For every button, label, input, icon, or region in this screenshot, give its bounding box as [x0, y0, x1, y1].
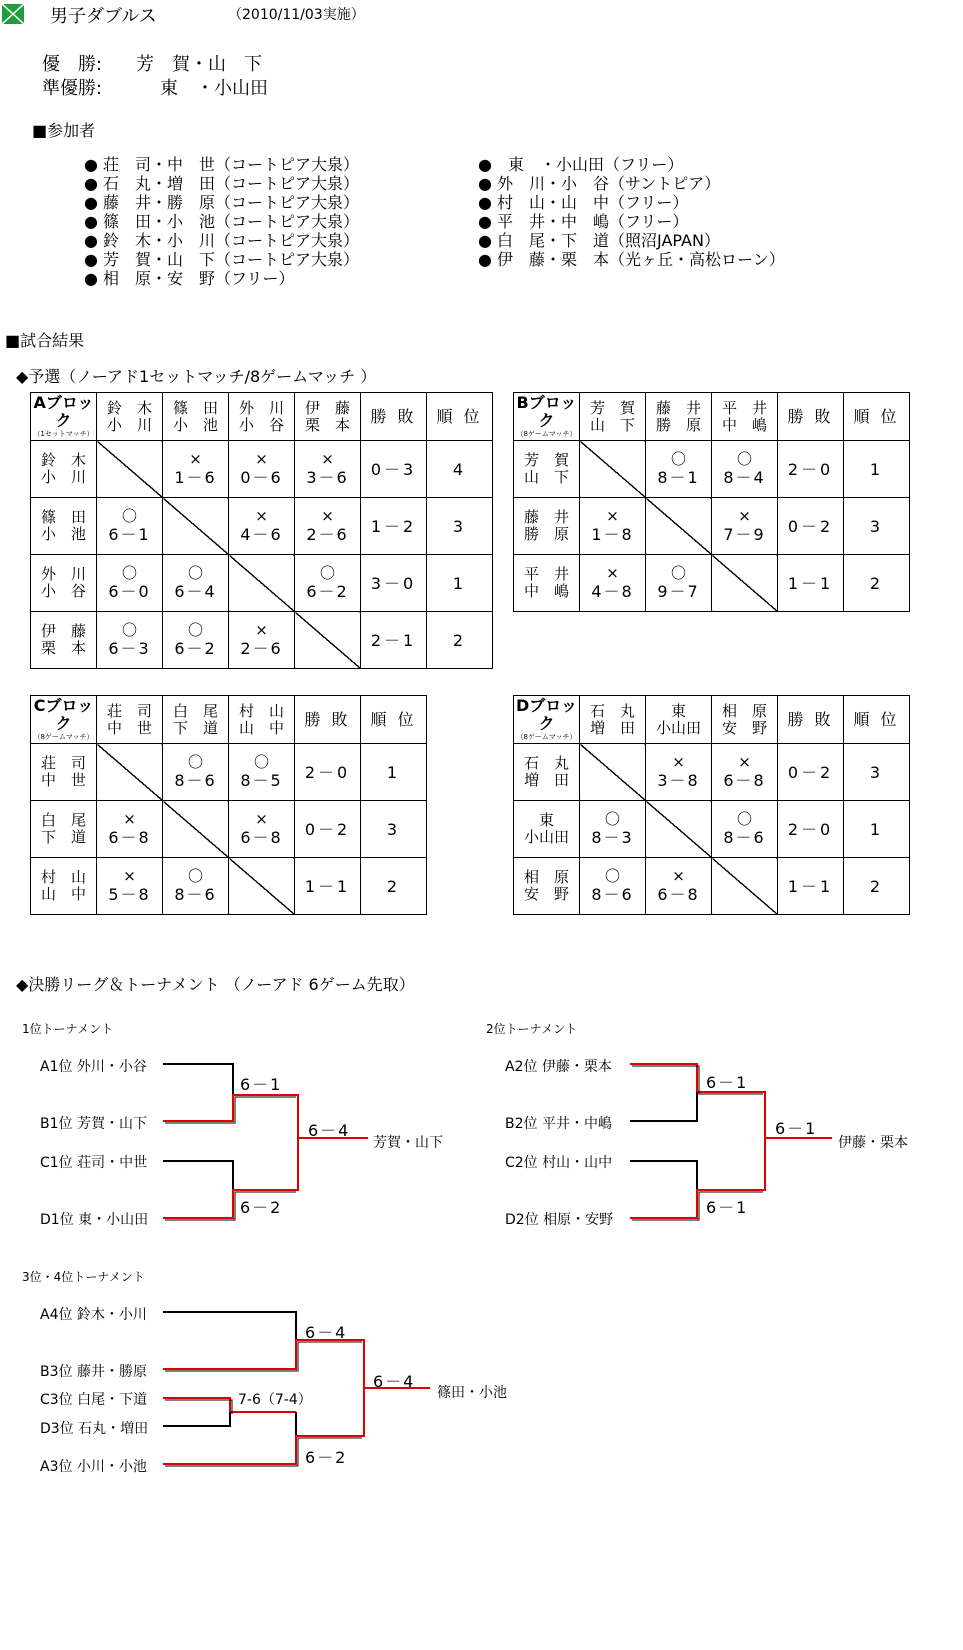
- loss-mark: ×: [738, 753, 751, 771]
- rank-value: 3: [361, 801, 427, 858]
- match-score: 9－7: [657, 582, 700, 601]
- team-member-name: 芳 賀: [589, 398, 635, 417]
- logo-icon: [2, 4, 24, 24]
- table-row: [514, 498, 910, 555]
- loss-mark: ×: [672, 753, 685, 771]
- team-member-name: 栗 本: [40, 639, 86, 657]
- match-score: 8－3: [591, 828, 634, 847]
- table-row: [514, 555, 910, 612]
- match-result-cell: [229, 498, 295, 555]
- row-team-header: [514, 555, 580, 612]
- rank-value: 1: [844, 441, 910, 498]
- self-match-cell: [229, 858, 295, 915]
- team-member-name: 安 野: [523, 885, 569, 903]
- team-member-name: 藤 井: [655, 398, 701, 417]
- match-score: 8－1: [657, 468, 700, 487]
- block-label-cell: [31, 393, 97, 441]
- win-mark: 〇: [736, 810, 752, 828]
- row-team-header: [31, 801, 97, 858]
- self-match-cell: [712, 555, 778, 612]
- win-loss-record: 0－2: [295, 801, 361, 858]
- loss-mark: ×: [606, 507, 619, 525]
- row-team-header: [514, 858, 580, 915]
- self-match-cell: [646, 498, 712, 555]
- win-loss-record: 0－2: [778, 498, 844, 555]
- match-score: 8－5: [240, 771, 283, 790]
- match-result-cell: [163, 858, 229, 915]
- column-team-header: [229, 696, 295, 744]
- win-mark: 〇: [670, 450, 686, 468]
- win-mark: 〇: [121, 507, 137, 525]
- team-member-name: 平 井: [523, 565, 569, 583]
- t3-player-b3: B3位 藤井・勝原: [40, 1364, 147, 1380]
- win-mark: 〇: [736, 450, 752, 468]
- rank-value: 1: [427, 555, 493, 612]
- match-result-cell: [295, 498, 361, 555]
- self-match-cell: [163, 801, 229, 858]
- win-loss-record: 2－0: [778, 801, 844, 858]
- match-result-cell: [580, 801, 646, 858]
- team-member-name: 鈴 木: [106, 398, 152, 417]
- team-member-name: 村 山: [238, 701, 284, 720]
- match-result-cell: [97, 498, 163, 555]
- match-result-cell: [229, 801, 295, 858]
- team-member-name: 荘 司: [106, 701, 152, 720]
- block-format: （8ゲームマッチ）: [516, 430, 577, 438]
- team-member-name: 荘 司: [40, 754, 86, 772]
- rank-header: 順 位: [361, 696, 427, 744]
- self-match-cell: [97, 744, 163, 801]
- t2-winner: 伊藤・栗本: [838, 1135, 908, 1151]
- match-score: 3－6: [306, 468, 349, 487]
- win-mark: 〇: [121, 621, 137, 639]
- match-score: 8－6: [174, 771, 217, 790]
- participants-heading: ■参加者: [32, 121, 96, 140]
- column-team-header: [580, 696, 646, 744]
- event-date: （2010/11/03実施）: [228, 7, 365, 23]
- participant-entry: ● 石 丸・増 田（コートピア大泉）: [84, 174, 360, 193]
- self-match-cell: [163, 498, 229, 555]
- team-member-name: 安 野: [721, 718, 767, 737]
- team-member-name: 中 嶋: [523, 582, 569, 600]
- block-format: （1セットマッチ）: [33, 430, 94, 438]
- match-result-cell: [712, 441, 778, 498]
- loss-mark: ×: [738, 507, 751, 525]
- rank-value: 4: [427, 441, 493, 498]
- match-result-cell: [646, 744, 712, 801]
- participant-entry: ● 外 川・小 谷（サントピア）: [478, 174, 721, 193]
- rank-value: 3: [427, 498, 493, 555]
- team-member-name: 外 川: [238, 398, 284, 417]
- win-loss-record: 1－1: [778, 858, 844, 915]
- t3-player-c3: C3位 白尾・下道: [40, 1392, 148, 1408]
- t2-score-semi1: 6－1: [706, 1073, 749, 1092]
- win-mark: 〇: [187, 564, 203, 582]
- results-heading: ■試合結果: [5, 331, 85, 350]
- match-result-cell: [712, 744, 778, 801]
- block-label-cell: [514, 393, 580, 441]
- match-result-cell: [163, 744, 229, 801]
- team-member-name: 小 谷: [40, 582, 86, 600]
- block-label: Cブロック: [33, 696, 94, 733]
- team-member-name: 平 井: [721, 398, 767, 417]
- match-score: 6－8: [240, 828, 283, 847]
- rank-header: 順 位: [427, 393, 493, 441]
- column-team-header: [295, 393, 361, 441]
- win-loss-record: 2－0: [295, 744, 361, 801]
- t1-winner: 芳賀・山下: [373, 1135, 443, 1151]
- team-member-name: 白 尾: [40, 811, 86, 829]
- win-loss-header: 勝 敗: [778, 696, 844, 744]
- match-result-cell: [295, 555, 361, 612]
- team-member-name: 山 下: [523, 468, 569, 486]
- match-result-cell: [712, 801, 778, 858]
- team-member-name: 藤 井: [523, 508, 569, 526]
- column-team-header: [97, 696, 163, 744]
- table-row: [514, 744, 910, 801]
- rank-value: 2: [361, 858, 427, 915]
- t1-player-c1: C1位 荘司・中世: [40, 1155, 148, 1171]
- team-member-name: 相 原: [721, 701, 767, 720]
- loss-mark: ×: [255, 450, 268, 468]
- team-member-name: 石 丸: [523, 754, 569, 772]
- prelim-heading: ◆予選（ノーアド1セットマッチ/8ゲームマッチ ）: [16, 367, 377, 386]
- team-member-name: 中 嶋: [721, 415, 767, 434]
- team-member-name: 勝 原: [523, 525, 569, 543]
- tournament-2-title: 2位トーナメント: [486, 1022, 578, 1036]
- t1-player-a1: A1位 外川・小谷: [40, 1059, 147, 1075]
- loss-mark: ×: [189, 450, 202, 468]
- team-member-name: 小 川: [40, 468, 86, 486]
- self-match-cell: [97, 441, 163, 498]
- win-mark: 〇: [121, 564, 137, 582]
- match-result-cell: [163, 441, 229, 498]
- participant-entry: ● 荘 司・中 世（コートピア大泉）: [84, 155, 360, 174]
- match-result-cell: [580, 555, 646, 612]
- winner-label: 優 勝:: [42, 54, 103, 75]
- team-member-name: 増 田: [523, 771, 569, 789]
- match-result-cell: [229, 744, 295, 801]
- loss-mark: ×: [672, 867, 685, 885]
- team-member-name: 石 丸: [589, 701, 635, 720]
- t3-player-a4: A4位 鈴木・小川: [40, 1307, 147, 1323]
- row-team-header: [31, 744, 97, 801]
- tournament-3-title: 3位・4位トーナメント: [22, 1270, 145, 1284]
- rank-header: 順 位: [844, 696, 910, 744]
- table-row: [31, 498, 493, 555]
- match-score: 1－8: [591, 525, 634, 544]
- rank-value: 1: [844, 801, 910, 858]
- t3-score-semi1: 6－4: [305, 1323, 348, 1342]
- runner-up-label: 準優勝:: [42, 78, 103, 99]
- team-member-name: 山 中: [238, 718, 284, 737]
- participant-entry: ● 相 原・安 野（フリー）: [84, 269, 295, 288]
- participant-entry: ● 芳 賀・山 下（コートピア大泉）: [84, 250, 360, 269]
- participant-entry: ● 平 井・中 嶋（フリー）: [478, 212, 689, 231]
- block-label: Bブロック: [516, 393, 577, 430]
- row-team-header: [31, 555, 97, 612]
- match-score: 6－8: [723, 771, 766, 790]
- participant-entry: ● 藤 井・勝 原（コートピア大泉）: [84, 193, 360, 212]
- team-member-name: 小 谷: [238, 415, 284, 434]
- win-mark: 〇: [187, 867, 203, 885]
- match-result-cell: [97, 858, 163, 915]
- team-member-name: 山 下: [589, 415, 635, 434]
- match-score: 8－6: [174, 885, 217, 904]
- self-match-cell: [712, 858, 778, 915]
- t2-player-d2: D2位 相原・安野: [505, 1212, 614, 1228]
- participant-entry: ● 篠 田・小 池（コートピア大泉）: [84, 212, 360, 231]
- win-mark: 〇: [253, 753, 269, 771]
- block-label: Aブロック: [33, 393, 94, 430]
- block-a-table: [30, 392, 493, 669]
- block-c-table: [30, 695, 427, 915]
- team-member-name: 小 池: [172, 415, 218, 434]
- t3-player-a3: A3位 小川・小池: [40, 1459, 147, 1475]
- column-team-header: [229, 393, 295, 441]
- participant-entry: ● 東 ・小山田（フリー）: [478, 155, 684, 174]
- win-loss-header: 勝 敗: [361, 393, 427, 441]
- team-member-name: 小 池: [40, 525, 86, 543]
- match-result-cell: [712, 498, 778, 555]
- column-team-header: [712, 696, 778, 744]
- match-result-cell: [580, 498, 646, 555]
- match-result-cell: [295, 441, 361, 498]
- row-team-header: [31, 858, 97, 915]
- match-score: 2－6: [306, 525, 349, 544]
- team-member-name: 山 中: [40, 885, 86, 903]
- win-mark: 〇: [604, 867, 620, 885]
- t1-player-b1: B1位 芳賀・山下: [40, 1116, 147, 1132]
- participant-entry: ● 鈴 木・小 川（コートピア大泉）: [84, 231, 360, 250]
- t3-score-qf: 7-6（7-4）: [238, 1392, 312, 1408]
- win-mark: 〇: [187, 753, 203, 771]
- row-team-header: [31, 498, 97, 555]
- match-score: 6－4: [174, 582, 217, 601]
- match-result-cell: [163, 612, 229, 669]
- t3-winner: 篠田・小池: [437, 1385, 507, 1401]
- match-result-cell: [229, 441, 295, 498]
- row-team-header: [514, 744, 580, 801]
- team-member-name: 伊 藤: [40, 622, 86, 640]
- column-team-header: [646, 393, 712, 441]
- match-score: 6－8: [657, 885, 700, 904]
- column-team-header: [97, 393, 163, 441]
- win-loss-record: 1－2: [361, 498, 427, 555]
- runner-up-name: 東 ・小山田: [160, 78, 268, 99]
- team-member-name: 勝 原: [655, 415, 701, 434]
- t2-player-b2: B2位 平井・中嶋: [505, 1116, 612, 1132]
- rank-value: 3: [844, 498, 910, 555]
- column-team-header: [646, 696, 712, 744]
- team-member-name: 東: [538, 811, 554, 829]
- match-result-cell: [97, 801, 163, 858]
- table-row: [514, 801, 910, 858]
- team-member-name: 中 世: [40, 771, 86, 789]
- match-score: 8－6: [723, 828, 766, 847]
- team-member-name: 相 原: [523, 868, 569, 886]
- win-loss-record: 0－2: [778, 744, 844, 801]
- block-label-cell: [31, 696, 97, 744]
- loss-mark: ×: [123, 867, 136, 885]
- match-score: 4－6: [240, 525, 283, 544]
- win-mark: 〇: [187, 621, 203, 639]
- final-heading: ◆決勝リーグ＆トーナメント （ノーアド 6ゲーム先取）: [16, 975, 415, 994]
- match-result-cell: [646, 441, 712, 498]
- row-team-header: [514, 441, 580, 498]
- block-b-table: [513, 392, 910, 612]
- team-member-name: 篠 田: [172, 398, 218, 417]
- table-row: [31, 612, 493, 669]
- match-result-cell: [646, 555, 712, 612]
- t3-player-d3: D3位 石丸・増田: [40, 1421, 149, 1437]
- match-score: 6－0: [108, 582, 151, 601]
- team-member-name: 東: [670, 701, 686, 720]
- win-loss-record: 2－1: [361, 612, 427, 669]
- win-mark: 〇: [670, 564, 686, 582]
- block-format: （8ゲームマッチ）: [516, 733, 577, 741]
- team-member-name: 小 川: [106, 415, 152, 434]
- t2-player-a2: A2位 伊藤・栗本: [505, 1059, 612, 1075]
- block-d-table: [513, 695, 910, 915]
- team-member-name: 小山田: [523, 828, 569, 846]
- team-member-name: 村 山: [40, 868, 86, 886]
- rank-header: 順 位: [844, 393, 910, 441]
- participant-entry: ● 白 尾・下 道（照沼JAPAN）: [478, 231, 720, 250]
- self-match-cell: [646, 801, 712, 858]
- rank-value: 1: [361, 744, 427, 801]
- column-team-header: [580, 393, 646, 441]
- table-row: [514, 858, 910, 915]
- team-member-name: 下 道: [172, 718, 218, 737]
- win-loss-record: 0－3: [361, 441, 427, 498]
- team-member-name: 篠 田: [40, 508, 86, 526]
- loss-mark: ×: [321, 507, 334, 525]
- row-team-header: [514, 801, 580, 858]
- team-member-name: 下 道: [40, 828, 86, 846]
- t3-score-final: 6－4: [373, 1372, 416, 1391]
- match-score: 2－6: [240, 639, 283, 658]
- rank-value: 3: [844, 744, 910, 801]
- loss-mark: ×: [606, 564, 619, 582]
- loss-mark: ×: [255, 810, 268, 828]
- table-row: [31, 801, 427, 858]
- match-score: 6－1: [108, 525, 151, 544]
- t1-player-d1: D1位 東・小山田: [40, 1212, 149, 1228]
- t1-score-semi2: 6－2: [240, 1198, 283, 1217]
- self-match-cell: [580, 744, 646, 801]
- win-loss-record: 2－0: [778, 441, 844, 498]
- team-member-name: 芳 賀: [523, 451, 569, 469]
- t1-score-final: 6－4: [308, 1121, 351, 1140]
- rank-value: 2: [844, 858, 910, 915]
- participant-entry: ● 村 山・山 中（フリー）: [478, 193, 689, 212]
- match-score: 0－6: [240, 468, 283, 487]
- table-row: [514, 441, 910, 498]
- tournament-1-title: 1位トーナメント: [22, 1022, 114, 1036]
- team-member-name: 増 田: [589, 718, 635, 737]
- row-team-header: [31, 441, 97, 498]
- match-score: 6－2: [306, 582, 349, 601]
- win-mark: 〇: [319, 564, 335, 582]
- match-score: 8－6: [591, 885, 634, 904]
- rank-value: 2: [844, 555, 910, 612]
- page-title: 男子ダブルス: [50, 6, 157, 27]
- match-result-cell: [163, 555, 229, 612]
- win-loss-record: 1－1: [778, 555, 844, 612]
- match-score: 6－8: [108, 828, 151, 847]
- loss-mark: ×: [255, 621, 268, 639]
- participant-entry: ● 伊 藤・栗 本（光ヶ丘・高松ローン）: [478, 250, 785, 269]
- match-score: 3－8: [657, 771, 700, 790]
- t3-score-semi2: 6－2: [305, 1448, 348, 1467]
- loss-mark: ×: [255, 507, 268, 525]
- win-loss-record: 1－1: [295, 858, 361, 915]
- match-score: 7－9: [723, 525, 766, 544]
- table-row: [31, 858, 427, 915]
- block-label-cell: [514, 696, 580, 744]
- match-score: 6－3: [108, 639, 151, 658]
- team-member-name: 白 尾: [172, 701, 218, 720]
- table-row: [31, 744, 427, 801]
- win-loss-header: 勝 敗: [295, 696, 361, 744]
- self-match-cell: [229, 555, 295, 612]
- match-score: 8－4: [723, 468, 766, 487]
- team-member-name: 中 世: [106, 718, 152, 737]
- self-match-cell: [580, 441, 646, 498]
- match-score: 4－8: [591, 582, 634, 601]
- match-result-cell: [229, 612, 295, 669]
- column-team-header: [163, 393, 229, 441]
- t2-player-c2: C2位 村山・山中: [505, 1155, 613, 1171]
- loss-mark: ×: [321, 450, 334, 468]
- row-team-header: [514, 498, 580, 555]
- team-member-name: 伊 藤: [304, 398, 350, 417]
- t1-score-semi1: 6－1: [240, 1075, 283, 1094]
- t2-score-semi2: 6－1: [706, 1198, 749, 1217]
- column-team-header: [712, 393, 778, 441]
- win-loss-record: 3－0: [361, 555, 427, 612]
- match-result-cell: [97, 612, 163, 669]
- win-mark: 〇: [604, 810, 620, 828]
- table-row: [31, 555, 493, 612]
- rank-value: 2: [427, 612, 493, 669]
- row-team-header: [31, 612, 97, 669]
- match-score: 5－8: [108, 885, 151, 904]
- match-score: 1－6: [174, 468, 217, 487]
- table-row: [31, 441, 493, 498]
- match-score: 6－2: [174, 639, 217, 658]
- self-match-cell: [295, 612, 361, 669]
- block-label: Dブロック: [516, 696, 577, 733]
- winner-name: 芳 賀・山 下: [136, 54, 262, 75]
- match-result-cell: [646, 858, 712, 915]
- column-team-header: [163, 696, 229, 744]
- match-result-cell: [97, 555, 163, 612]
- team-member-name: 鈴 木: [40, 451, 86, 469]
- team-member-name: 栗 本: [304, 415, 350, 434]
- match-result-cell: [580, 858, 646, 915]
- team-member-name: 小山田: [655, 718, 701, 737]
- block-format: （8ゲームマッチ）: [33, 733, 94, 741]
- win-loss-header: 勝 敗: [778, 393, 844, 441]
- team-member-name: 外 川: [40, 565, 86, 583]
- loss-mark: ×: [123, 810, 136, 828]
- t2-score-final: 6－1: [775, 1119, 818, 1138]
